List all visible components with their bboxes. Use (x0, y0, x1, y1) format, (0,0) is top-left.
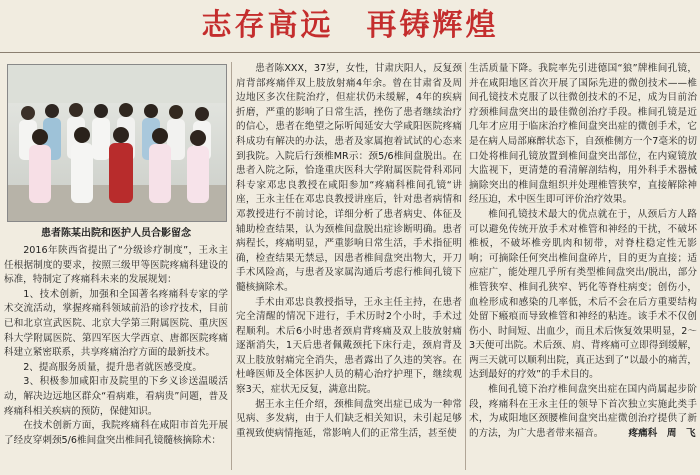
column-1 (4, 62, 228, 472)
col3-paragraph (469, 383, 697, 441)
photo-caption: 患者陈某出院和医护人员合影留念 (41, 228, 191, 239)
byline: 疼痛科 周 飞 (628, 427, 696, 439)
headline: 志存高远 再铸辉煌 (201, 8, 499, 43)
col3-paragraph: 生活质量下降。我院率先引进德国“狼”牌椎间孔镜，并在咸阳地区首次开展了国际先进的微创技术——椎间孔镜技术克服了以往微创技术的不足，成为目前治疗颈椎间盘突出的最佳微创治疗手段。椎间孔镜是近几年才应用于临床治疗椎间盘突出症的微创手术，它是在病人局部麻醉状态下，自颈椎侧方一个7毫米的切口处将椎间孔镜放置到椎间盘突出部位，在内窥镜放大监视下，更清楚的看清解剖结构，用外科手术器械摘除突出的椎间盘组织并处理椎管狭窄，直接解除神经压迫，术中医生即可评价治疗效果。 (469, 63, 697, 206)
col2-paragraph: 患者陈XXX，37岁，女性，甘肃庆阳人，反复颈肩背部疼痛伴双上肢放射痛4年余。曾在甘肃省及周边地区多次住院治疗，但症状仍未缓解，4年的疾病折磨，严重的影响了日常生活，挫伤了患者继续治疗的信心，患者在绝望之际听闻延安大学咸阳医院疼痛科成功有解决的办法，患者及家属抱着试试的心态来到我院。入院后行颈椎MR示：颈5/6椎间盘脱出。在患者入院之际，恰逢重庆医科大学附属医院骨科邓同科专家邓忠良教授在咸阳参加“疼痛科椎间孔镜“讲座，王永主任在邓忠良教授讲座后，针对患者病情和邓教授进行不前讨论，详细分析了患者病史、体征及辅助检查结果，认为颈椎间盘脱出症诊断明确。患者病程长，疼痛明显，严重影响日常生活，手术指征明确，检查结果无禁忌，因患者椎间盘突出物大，开刀手术风险高，与患者及家属沟通后考虑行椎间孔镜下髓核摘除术。 (236, 63, 462, 293)
column-3 (469, 62, 697, 472)
col3-closing-text: 椎间孔镜下治疗椎间盘突出症在国内尚属起步阶段，疼痛科在王永主任的领导下首次独立实施此类手术，为咸阳地区颈腰椎间盘突出症微创治疗提供了新的方法，为广大患者带来福音。 (469, 384, 697, 439)
col1-paragraph: 2016年陕西省提出了“分级诊疗制度”，王永主任根据制度的要求，按照三级甲等医院疼痛科建设的标准，特制定了疼痛科未来的发展规划： (4, 245, 228, 286)
column-2 (236, 62, 462, 472)
header-rule (0, 52, 700, 53)
column-divider (231, 62, 232, 470)
col1-paragraph: 1、技术创新，加强和全国著名疼痛科专家的学术交流活动，掌握疼痛科领域前沿的诊疗技术，目前已和北京宣武医院、北京大学第三附属医院、重庆医科大学附属医院、第四军医大学西京、唐都医院疼痛科建立紧密联系，共享疼痛治疗方面的最新技术。 (4, 288, 228, 359)
group-photo (7, 64, 227, 222)
col1-paragraph: 在技术创新方面，我院疼痛科在咸阳市首先开展了经皮穿刺颈5/6椎间盘突出椎间孔镜髓核摘除术： (4, 420, 228, 446)
col1-paragraph: 3、积极参加咸阳市及院里的下乡义诊送温暖活动，解决边远地区群众“看病难，看病贵”问题，普及疼痛科相关疾病的预防，保健知识。 (4, 376, 228, 417)
col2-paragraph: 手术由邓忠良教授指导，王永主任主持，在患者完全清醒的情况下进行，手术历时2个小时，手术过程顺利。术后6小时患者颈肩背疼痛及双上肢放射痛逐渐消失，1天后患者佩戴颈托下床行走，颈肩背及双上肢放射痛完全消失，患者露出了久违的笑容。在杜峰医师及全体医护人员的精心治疗护理下，继续观察3天，症状无反复，满意出院。 (236, 296, 462, 396)
col2-paragraph: 据王永主任介绍，颈椎间盘突出症已成为一种常见病、多发病，由于人们缺乏相关知识，未引起足够重视致使病情拖延，常影响人们的正常生活，甚至使 (236, 398, 462, 439)
column-divider (465, 62, 466, 470)
col3-paragraph: 椎间孔镜技术最大的优点就在于，从颈后方人路可以避免传统开放手术对椎管和神经的干扰，不破坏椎板，不破坏椎旁肌肉和韧带，对脊柱稳定性无影响；可摘除任何突出椎间盘碎片，目的更为直接；适应症广，能处理几乎所有类型椎间盘突出/脱出，部分椎管狭窄、椎间孔狭窄、钙化等脊柱病变；创伤小，血栓形成和感染的几率低，术后不会在后方重要结构处留下瘢痕而导致椎管和神经的粘连。该手术不仅创伤小、时间短、出血少，而且术后恢复效果明显，2～3天便可出院。术后颈、肩、背疼痛可立即得到缓解，两三天就可以顺利出院，真正达到了“以最小的痛苦，达到最好的疗效”的手术目的。 (469, 208, 697, 381)
group-photo-illustration (8, 65, 226, 221)
col1-paragraph: 2、提高服务质量，提升患者就医感受度。 (23, 361, 202, 373)
